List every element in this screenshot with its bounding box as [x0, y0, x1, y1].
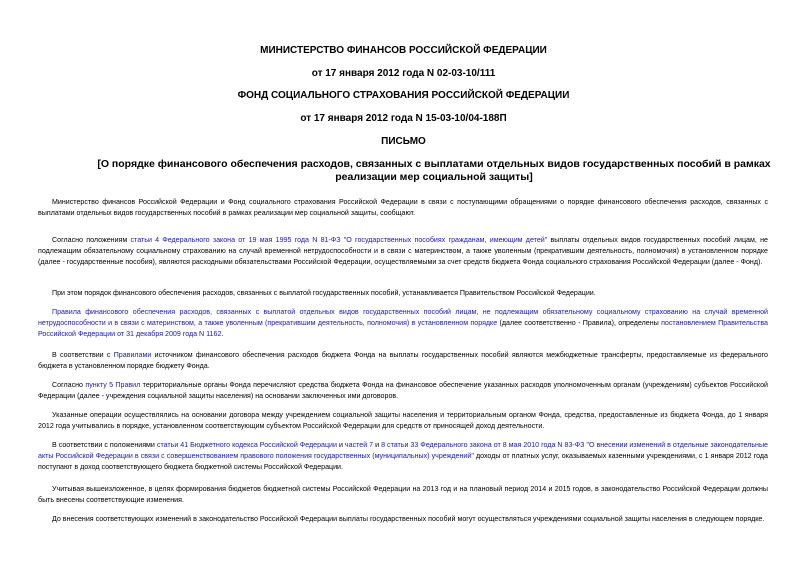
budget-code-article41-link[interactable]: статьи 41 Бюджетного кодекса Российской Федерации [156, 441, 337, 449]
ministry-heading: МИНИСТЕРСТВО ФИНАНСОВ РОССИЙСКОЙ ФЕДЕРАЦИИ [260, 45, 547, 56]
paragraph-8-text-mid2: и [373, 441, 382, 449]
paragraph-1 [38, 197, 768, 219]
paragraph-9-text: Учитывая вышеизложенное, в целях формирования бюджетов бюджетной системы Российской Федерации на 2013 год и на плановый период 2014 и 2015 годов, в законодательство Российской Федерации должны быть внесены соответствующие изменения. [38, 485, 768, 504]
paragraph-5-text-start: В соответствии с [52, 351, 114, 359]
fund-date: от 17 января 2012 года N 15-03-10/04-188П [300, 113, 507, 124]
paragraph-2 [38, 235, 768, 267]
paragraph-1-text: Министерство финансов Российской Федерации и Фонд социального страхования Российской Федерации в связи с поступающими обращениями о порядке финансового обеспечения расходов, связанных с выплатами отдельных видов государственных пособий в рамках реализации мер социальной защиты, сообщают. [38, 198, 768, 217]
paragraph-10-text: До внесения соответствующих изменений в законодательство Российской Федерации выплаты государственных пособий могут осуществляться учреждениями социальной защиты населения в следующем порядке. [52, 515, 765, 523]
rules-point5-link[interactable]: пункту 5 Правил [85, 381, 141, 389]
rules-link[interactable]: Правила финансового обеспечения расходов, связанных с выплатой отдельных видов государственных пособий лицам, не подлежащим обязательному социальному страхованию на случай временной нетрудоспособности и в связи с материнством, а также уволенным (прекратившим деятельность, полномочия) в установленном порядке [38, 308, 768, 327]
paragraph-9 [38, 484, 768, 506]
ministry-date: от 17 января 2012 года N 02-03-10/111 [311, 68, 496, 79]
paragraph-6 [38, 380, 768, 402]
paragraph-2-text-end: выплаты отдельных видов государственных пособий лицам, не подлежащим обязательному социальному страхованию на случай временной нетрудоспособности и в связи с материнством, а также уволенным (прекратившим деятельность, полномочия) в установленном порядке (далее - государственные пособия), являются расходными обязательствами Российской Федерации, осуществляемыми за счет средств бюджета Фонда социального страхования Российской Федерации (далее - Фонд). [38, 236, 768, 266]
law-83fz-article33-link[interactable]: 8 статьи 33 Федерального закона от 8 мая 2010 года N 83-ФЗ "О внесении изменений в отдельные законодательные акты Российской Федерации в связи с совершенствованием правового положения государственных (муниципальных) учреждений" [38, 441, 769, 460]
document-title: [О порядке финансового обеспечения расходов, связанных с выплатами отдельных видов государственных пособий в рамках реализации мер социальной защиты] [97, 158, 771, 183]
fund-heading: ФОНД СОЦИАЛЬНОГО СТРАХОВАНИЯ РОССИЙСКОЙ ФЕДЕРАЦИИ [237, 90, 570, 101]
paragraph-4-text-end: . [221, 329, 224, 338]
paragraph-8-text-start: В соответствии с положениями [52, 441, 157, 449]
paragraph-4 [38, 307, 768, 339]
paragraph-8-text-mid1: и [336, 441, 345, 449]
paragraph-2-text-start: Согласно положениям [52, 236, 131, 244]
paragraph-8-text-end: доходы от платных услуг, оказываемых казенными учреждениями, с 1 января 2012 года поступают в доход соответствующего бюджета бюджетной системы Российской Федерации. [38, 451, 769, 471]
paragraph-3-text: При этом порядок финансового обеспечения расходов, связанных с выплатой государственных пособий, устанавливается Правительством Российской Федерации. [52, 289, 596, 297]
paragraph-8 [38, 440, 768, 472]
paragraph-10 [38, 514, 768, 525]
paragraph-5 [38, 350, 768, 372]
paragraph-3 [38, 288, 768, 299]
law-81fz-article4-link[interactable]: статьи 4 Федерального закона от 19 мая 1995 года N 81-ФЗ "О государственных пособиях гражданам, имеющим детей" [130, 236, 548, 244]
paragraph-6-text-end: территориальные органы Фонда перечисляют средства бюджета Фонда на финансовое обеспечение указанных расходов уполномоченным органам (учреждениям) субъектов Российской Федерации (далее - учреждения социальной защиты населения) на основании заключенных ими договоров. [38, 381, 768, 400]
doc-type: ПИСЬМО [381, 136, 426, 147]
law-83fz-part7-link[interactable]: частей 7 [344, 441, 374, 449]
government-decree-1162-link[interactable]: постановлением Правительства Российской Федерации от 31 декабря 2009 года N 1162 [38, 318, 768, 338]
rules-short-link[interactable]: Правилами [113, 351, 152, 359]
paragraph-7-text: Указанные операции осуществлялись на основании договора между учреждением социальной защиты населения и территориальным органом Фонда, средства, предоставленные из бюджета Фонда, до 1 января 2012 года учитывались в порядке, установленном соответствующим субъектом Российской Федерации для средств от приносящей доход деятельности. [38, 411, 768, 430]
paragraph-6-text-start: Согласно [52, 381, 86, 389]
paragraph-5-text-end: источником финансового обеспечения расходов бюджета Фонда на выплаты государственных пособий являются межбюджетные трансферты, предоставляемые из федерального бюджета в установленном порядке бюджету Фонда. [38, 351, 768, 370]
paragraph-4-text-mid: (далее соответственно - Правила), определены [497, 318, 662, 327]
paragraph-7 [38, 410, 768, 432]
